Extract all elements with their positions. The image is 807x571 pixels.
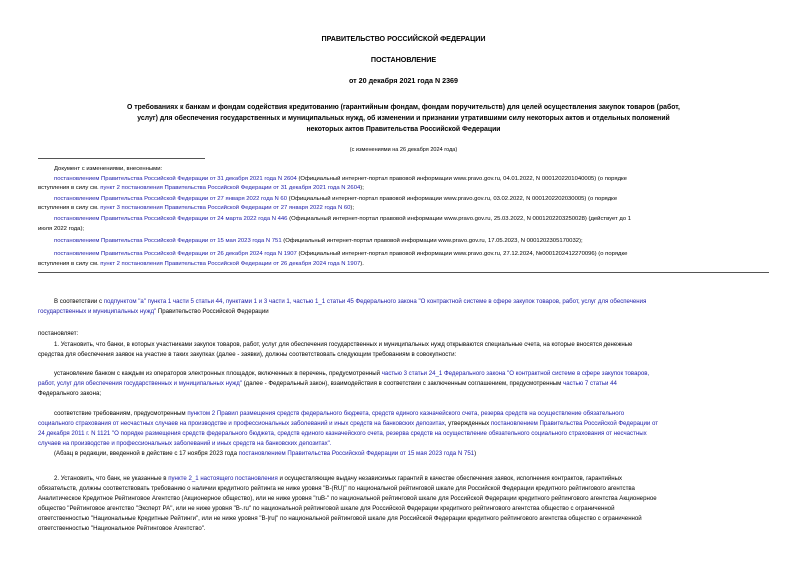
change-item-cont: вступления в силу см. пункт 3 постановления Правительства Российской Федерации от 27 января 2022 года N 60);	[38, 205, 355, 211]
change-item: постановлением Правительства Российской Федерации от 26 декабря 2024 года N 1907 (Официальный интернет-портал правовой информации www.pravo.gov.ru, 27.12.2024, №0001202412270096) (о порядке	[54, 251, 628, 257]
change-link[interactable]: постановлением Правительства Российской Федерации от 15 мая 2023 года N 751	[54, 238, 282, 244]
changes-intro: Документ с изменениями, внесенными:	[54, 166, 163, 172]
change-link[interactable]: пункт 3 постановления Правительства Российской Федерации от 27 января 2022 года N 60	[100, 205, 351, 211]
date-number-heading: от 20 декабря 2021 года N 2369	[349, 77, 458, 85]
title-line-3: некоторых актов Правительства Российской Федерации	[306, 126, 501, 133]
issuer-heading: ПРАВИТЕЛЬСТВО РОССИЙСКОЙ ФЕДЕРАЦИИ	[321, 35, 486, 43]
change-link[interactable]: постановлением Правительства Российской Федерации от 26 декабря 2024 года N 1907	[54, 251, 297, 257]
law-link[interactable]: подпунктом "а" пункта 1 части 5 статьи 44, пунктами 1 и 3 части 1, частью 1_1 статьи 45 Федерального закона "О контрактной системе в сфере закупок товаров, работ, услуг для обеспечения	[103, 298, 647, 305]
law-link[interactable]: пунктом 2 Правил размещения средств федерального бюджета, средств единого казначейского счета, резерва средств на осуществление обязательного	[187, 410, 625, 417]
change-item-cont: вступления в силу см. пункт 2 постановления Правительства Российской Федерации от 31 декабря 2021 года N 2604);	[38, 185, 364, 191]
requirement-2-line-2: социального страхования от несчастных случаев на производстве и профессиональных заболеваний и иных средств на банковских депозитах, утвержденных постановлением Правительства Российской Федерации от	[38, 420, 659, 427]
change-item-cont: июля 2022 года);	[38, 226, 85, 232]
paragraph-1-line-1: 1. Установить, что банки, в которых участниками закупок товаров, работ, услуг для обеспечения государственных и муниципальных нужд открываются специальные счета, на которые вносятся денежные	[54, 341, 633, 348]
revision-note: (с изменениями на 26 декабря 2024 года)	[349, 147, 458, 153]
change-link[interactable]: пункт 2 постановления Правительства Российской Федерации от 26 декабря 2024 года N 1907	[100, 261, 361, 267]
basis-line-2: государственных и муниципальных нужд" Правительство Российской Федерации	[38, 308, 269, 315]
law-link[interactable]: 24 декабря 2011 г. N 1121	[38, 430, 111, 437]
law-link[interactable]: государственных и муниципальных нужд"	[38, 308, 157, 315]
title-line-1: О требованиях к банкам и фондам содействия кредитованию (гарантийным фондам, фондам поручительств) для целей осуществления закупок товаров (работ,	[127, 104, 680, 111]
change-item: постановлением Правительства Российской Федерации от 24 марта 2022 года N 446 (Официальный интернет-портал правовой информации www.pravo.gov.ru, 25.03.2022, N 0001202203250028) (действует до 1	[54, 216, 632, 222]
law-link[interactable]: постановлением Правительства Российской Федерации от	[490, 420, 659, 427]
requirement-2-line-3	[38, 430, 647, 437]
law-link[interactable]: случаев на производстве и профессиональных заболеваний и иных средств на банковских депозитах".	[38, 440, 332, 447]
change-item-cont: вступления в силу см. пункт 2 постановления Правительства Российской Федерации от 26 декабря 2024 года N 1907).	[38, 261, 364, 267]
bottom-separator	[38, 272, 769, 273]
paragraph-2-line-4: общество "Рейтинговое агентство "Эксперт РА", или не ниже уровня "B-.ru" по национальной рейтинговой шкале для Российской Федерации кредитного рейтингового агентства общество с ограниченной	[38, 505, 615, 512]
law-link[interactable]: работ, услуг для обеспечения государственных и муниципальных нужд"	[38, 380, 242, 387]
law-link[interactable]: пункте 2_1 настоящего постановления	[168, 475, 278, 482]
decree-word: постановляет:	[38, 330, 79, 337]
change-link[interactable]: постановлением Правительства Российской Федерации от 24 марта 2022 года N 446	[54, 216, 288, 222]
requirement-2-line-4	[38, 440, 332, 447]
law-link[interactable]: социального страхования от несчастных случаев на производстве и профессиональных заболеваний и иных средств на банковских депозитах	[38, 420, 445, 427]
change-link[interactable]: пункт 2 постановления Правительства Российской Федерации от 31 декабря 2021 года N 2604	[100, 185, 361, 191]
top-separator	[38, 158, 205, 159]
change-item: постановлением Правительства Российской Федерации от 27 января 2022 года N 60 (Официальный интернет-портал правовой информации www.pravo.gov.ru, 03.02.2022, N 0001202202030005) (о порядке	[54, 196, 618, 202]
requirement-2-line-1: соответствие требованиям, предусмотренным пунктом 2 Правил размещения средств федерального бюджета, средств единого казначейского счета, резерва средств на осуществление обязательного	[54, 410, 625, 417]
change-item: постановлением Правительства Российской Федерации от 31 декабря 2021 года N 2604 (Официальный интернет-портал правовой информации www.pravo.gov.ru, 04.01.2022, N 0001202201040005) (о порядке	[54, 176, 627, 182]
change-link[interactable]: постановлением Правительства Российской Федерации от 27 января 2022 года N 60	[54, 196, 287, 202]
paragraph-2-line-5: ответственностью "Национальные Кредитные Рейтинги", или не ниже уровня "B-|ru|" по национальной рейтинговой шкале для Российской Федерации кредитного рейтингового агентства общество с ограниченной	[38, 515, 642, 522]
paragraph-2-line-2: обязательств, должны соответствовать требованию о наличии кредитного рейтинга не ниже уровня "B-(RU)" по национальной рейтинговой шкале для Российской Федерации кредитного рейтингового агентства	[38, 485, 635, 492]
paragraph-1-line-2: средства для обеспечения заявок на участие в таких закупках (далее - заявки), должны соответствовать следующим требованиям в совокупности:	[38, 351, 457, 358]
title-line-2: услуг) для обеспечения государственных и муниципальных нужд, об изменении и признании утратившими силу некоторых актов и отдельных положений	[137, 115, 670, 122]
requirement-1-line-2: работ, услуг для обеспечения государственных и муниципальных нужд" (далее - Федеральный закон), взаимодействия в соответствии с заключенным соглашением, предусмотренным частью 7 статьи 44	[38, 380, 617, 387]
change-link[interactable]: постановлением Правительства Российской Федерации от 31 декабря 2021 года N 2604	[54, 176, 297, 182]
requirement-1-line-1: установление банком с каждым из операторов электронных площадок, включенных в перечень, предусмотренный частью 3 статьи 24_1 Федерального закона "О контрактной системе в сфере закупок товаров,	[54, 370, 650, 377]
requirement-1-line-3: Федерального закона;	[38, 390, 102, 397]
law-link[interactable]: "О порядке размещения средств федерального бюджета, средств единого казначейского счета, резерва средств на осуществление обязательного социального страхования от несчастных	[110, 430, 647, 437]
law-link[interactable]: частью 7 статьи 44	[563, 380, 617, 387]
law-link[interactable]: частью 3 статьи 24_1 Федерального закона "О контрактной системе в сфере закупок товаров,	[381, 370, 650, 377]
paragraph-2-line-1: 2. Установить, что банк, не указанные в пункте 2_1 настоящего постановления и осуществляющие выдачу независимых гарантий в качестве обеспечения заявок, исполнения контрактов, гарантийных	[54, 475, 623, 482]
document-type-heading: ПОСТАНОВЛЕНИЕ	[370, 56, 437, 64]
paragraph-2-line-6: ответственностью "Национальное Рейтинговое Агентство".	[38, 525, 206, 532]
change-item: постановлением Правительства Российской Федерации от 15 мая 2023 года N 751 (Официальный интернет-портал правовой информации www.pravo.gov.ru, 17.05.2023, N 0001202305170032);	[54, 238, 583, 244]
paragraph-2-line-3: Аналитическое Кредитное Рейтинговое Агентство (Акционерное общество), или не ниже уровня "ruB-" по национальной рейтинговой шкале для Российской Федерации кредитного рейтингового агентства Акционерное	[38, 495, 657, 502]
law-link[interactable]: постановлением Правительства Российской Федерации от 15 мая 2023 года N 751	[238, 450, 475, 457]
amendment-note: (Абзац в редакции, введенной в действие с 17 ноября 2023 года постановлением Правительства Российской Федерации от 15 мая 2023 года N 751)	[54, 450, 477, 457]
basis-line-1: В соответствии с подпунктом "а" пункта 1 части 5 статьи 44, пунктами 1 и 3 части 1, частью 1_1 статьи 45 Федерального закона "О контрактной системе в сфере закупок товаров, работ, услуг для обеспечения	[54, 298, 647, 305]
